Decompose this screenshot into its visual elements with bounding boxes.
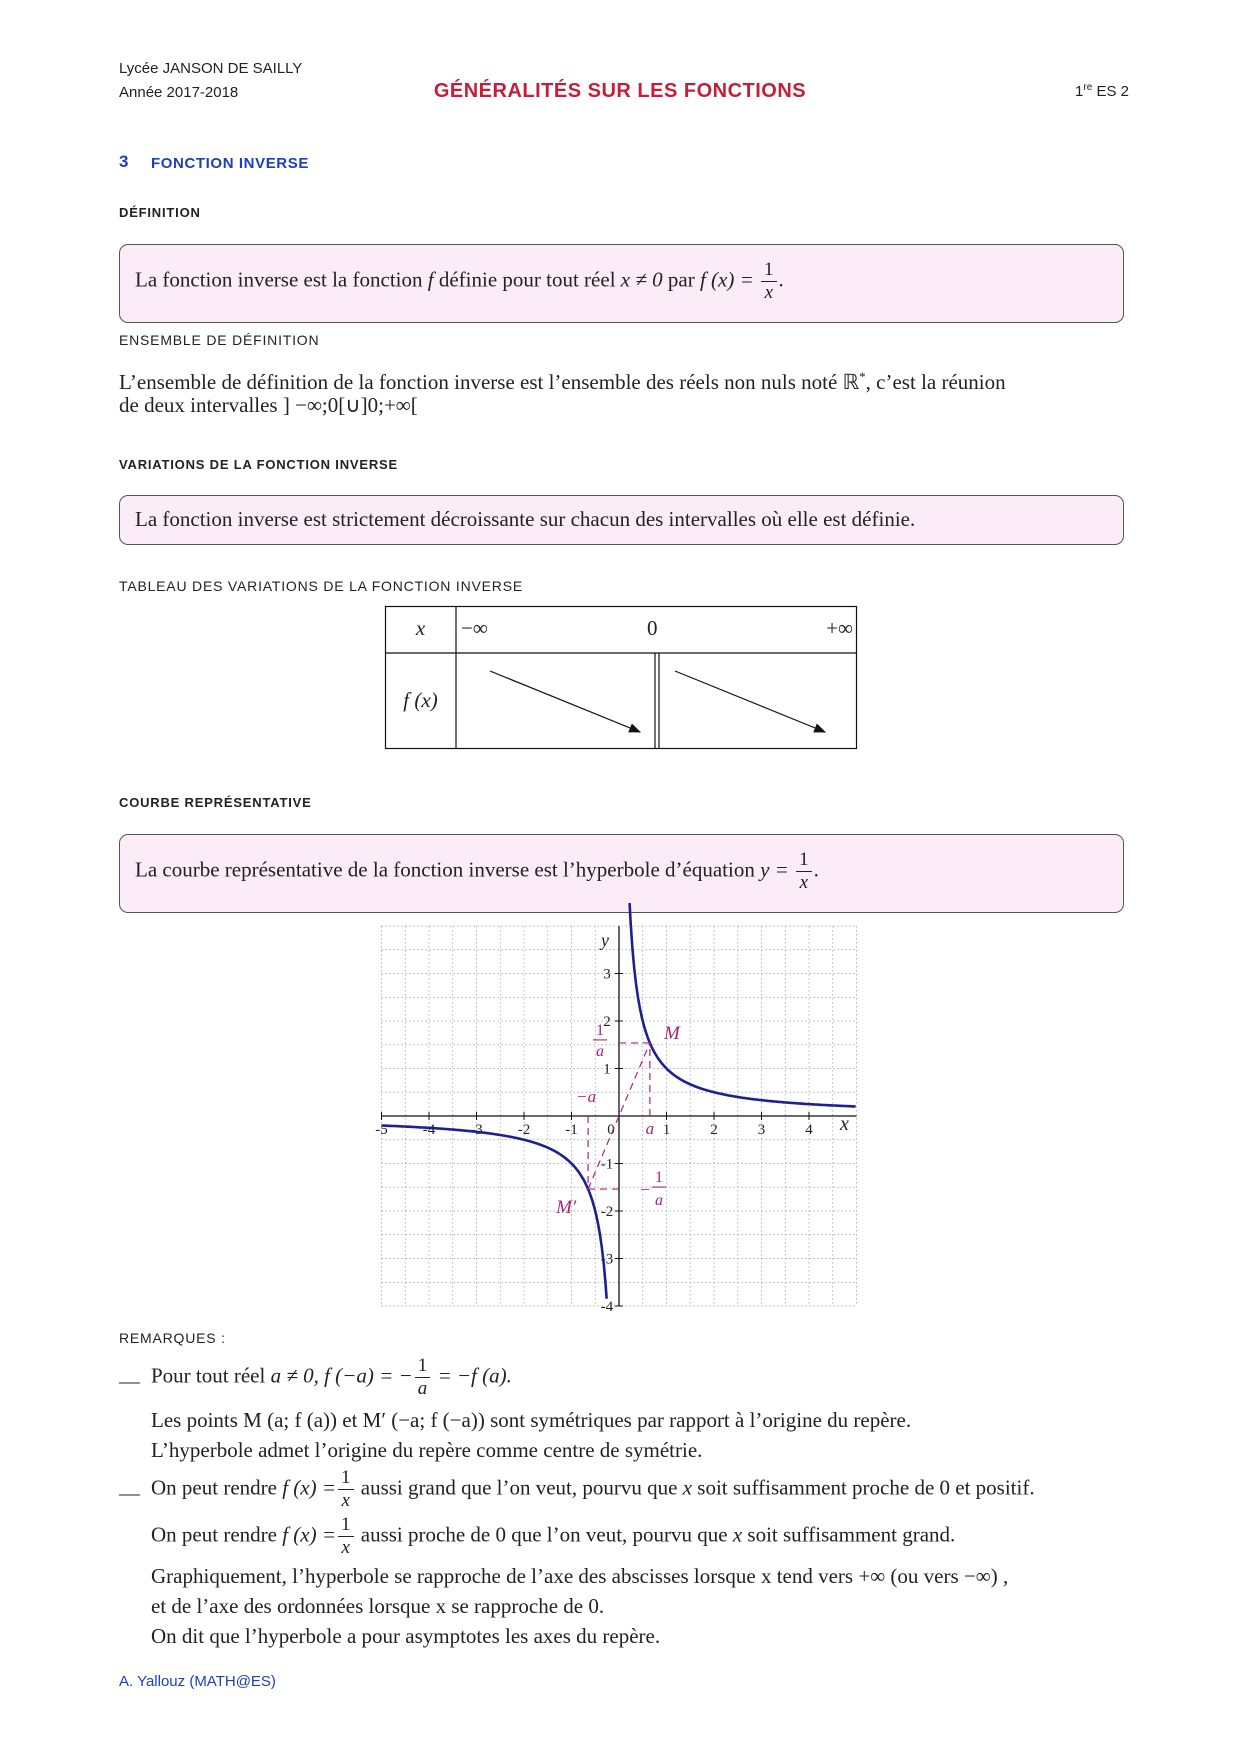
x-tick-label: -1 — [565, 1122, 578, 1138]
domain-line-2: de deux intervalles ] −∞;0[∪]0;+∞[ — [119, 393, 418, 417]
remark-2-line-3: Graphiquement, l’hyperbole se rapproche de l’axe des abscisses lorsque x tend vers +∞ (ou vers −∞) , — [151, 1564, 1009, 1588]
school-name: Lycée JANSON DE SAILLY — [119, 60, 303, 77]
curve-heading: COURBE REPRÉSENTATIVE — [119, 795, 312, 810]
class-label: 1re ES 2 — [1075, 82, 1129, 100]
remark-2-line-5: On dit que l’hyperbole a pour asymptotes les axes du repère. — [151, 1624, 661, 1648]
remark-1-line-1: Pour tout réel a ≠ 0, f (−a) = − $\frac{1}{a}$ = −f (a). — [151, 1355, 512, 1399]
definition-text: La fonction inverse est la fonction f définie pour tout réel x ≠ 0 par f (x) = $\frac{1}{x}$ . — [135, 259, 784, 303]
remark-1-line-3: L’hyperbole admet l’origine du repère comme centre de symétrie. — [151, 1438, 703, 1462]
variations-text: La fonction inverse est strictement décroissante sur chacun des intervalles où elle est définie. — [135, 507, 916, 531]
y-axis-label: y — [601, 930, 609, 950]
decreasing-arrow-left — [490, 671, 640, 732]
definition-heading: DÉFINITION — [119, 205, 201, 220]
inv-a-num: 1 — [596, 1021, 604, 1039]
y-tick-label: 2 — [603, 1014, 611, 1030]
x-tick-label: 0 — [607, 1122, 615, 1138]
x-tick-label: -4 — [422, 1122, 436, 1138]
remark-1-line-2: Les points M (a; f (a)) et M′ (−a; f (−a)) sont symétriques par rapport à l’origine du repère. — [151, 1408, 912, 1432]
variations-box — [119, 495, 1124, 545]
y-tick-label: -4 — [600, 1299, 614, 1315]
minus-inv-a-sign: − — [640, 1180, 650, 1200]
domain-line-1: L’ensemble de définition de la fonction inverse est l’ensemble des réels non nuls noté ℝ*, c’est la réunion — [119, 369, 1006, 394]
minus-inv-a-den: a — [655, 1192, 663, 1210]
remark-2-dash: — — [119, 1481, 140, 1505]
variations-heading: VARIATIONS DE LA FONCTION INVERSE — [119, 457, 398, 472]
table-x-right: +∞ — [826, 616, 853, 640]
x-tick-label: 2 — [710, 1122, 718, 1138]
x-tick-label: 4 — [805, 1122, 813, 1138]
remark-1-dash: — — [119, 1369, 140, 1393]
hyperbola-branch-positive — [630, 903, 856, 1107]
definition-box — [119, 244, 1124, 323]
section-number: 3 — [119, 152, 129, 171]
table-x-left: −∞ — [461, 616, 488, 640]
y-tick-label: 3 — [603, 966, 611, 983]
remark-2-line-1: On peut rendre f (x) = $\frac{1}{x}$ aussi grand que l’on veut, pourvu que x soit suffisamment proche de 0 et positif. — [151, 1467, 1035, 1511]
y-tick-label: 1 — [603, 1061, 611, 1078]
hyperbola-chart — [375, 918, 865, 1315]
table-x-label: x — [415, 616, 426, 640]
school-year: Année 2017-2018 — [119, 84, 239, 101]
minus-a-label: −a — [576, 1087, 597, 1106]
remark-2-line-4: et de l’axe des ordonnées lorsque x se rapproche de 0. — [151, 1594, 605, 1618]
variation-table — [385, 606, 857, 749]
x-tick-label: -5 — [375, 1122, 388, 1138]
curve-text: La courbe représentative de la fonction inverse est l’hyperbole d’équation y = $\frac{1}{x}$ . — [135, 849, 819, 893]
table-x-mid: 0 — [647, 616, 658, 640]
table-f-label: f (x) — [403, 688, 438, 712]
point-M-label: M — [663, 1022, 680, 1044]
a-label: a — [645, 1119, 655, 1138]
x-axis-label: x — [840, 1113, 849, 1135]
minus-inv-a-num: 1 — [655, 1169, 663, 1187]
x-tick-label: 3 — [757, 1122, 766, 1138]
table-heading: TABLEAU DES VARIATIONS DE LA FONCTION INVERSE — [119, 578, 523, 594]
curve-box — [119, 834, 1124, 913]
chart-canvas — [375, 918, 865, 1315]
y-tick-label: -3 — [600, 1251, 614, 1268]
point-M-prime-label: M′ — [556, 1197, 577, 1219]
y-tick-label: -2 — [600, 1204, 614, 1220]
footer-author: A. Yallouz (MATH@ES) — [119, 1673, 276, 1690]
x-tick-label: 1 — [662, 1122, 671, 1138]
remark-2-line-2: On peut rendre f (x) = $\frac{1}{x}$ aussi proche de 0 que l’on veut, pourvu que x soit suffisamment grand. — [151, 1514, 956, 1558]
x-tick-label: -2 — [517, 1122, 531, 1138]
x-tick-label: -3 — [470, 1122, 483, 1138]
inv-a-den: a — [596, 1042, 604, 1060]
remarks-heading: REMARQUES : — [119, 1330, 226, 1346]
y-tick-label: -1 — [600, 1156, 614, 1173]
section-title: FONCTION INVERSE — [151, 155, 309, 172]
domain-heading: ENSEMBLE DE DÉFINITION — [119, 332, 320, 348]
page-title: GÉNÉRALITÉS SUR LES FONCTIONS — [433, 80, 807, 102]
decreasing-arrow-right — [675, 671, 825, 732]
